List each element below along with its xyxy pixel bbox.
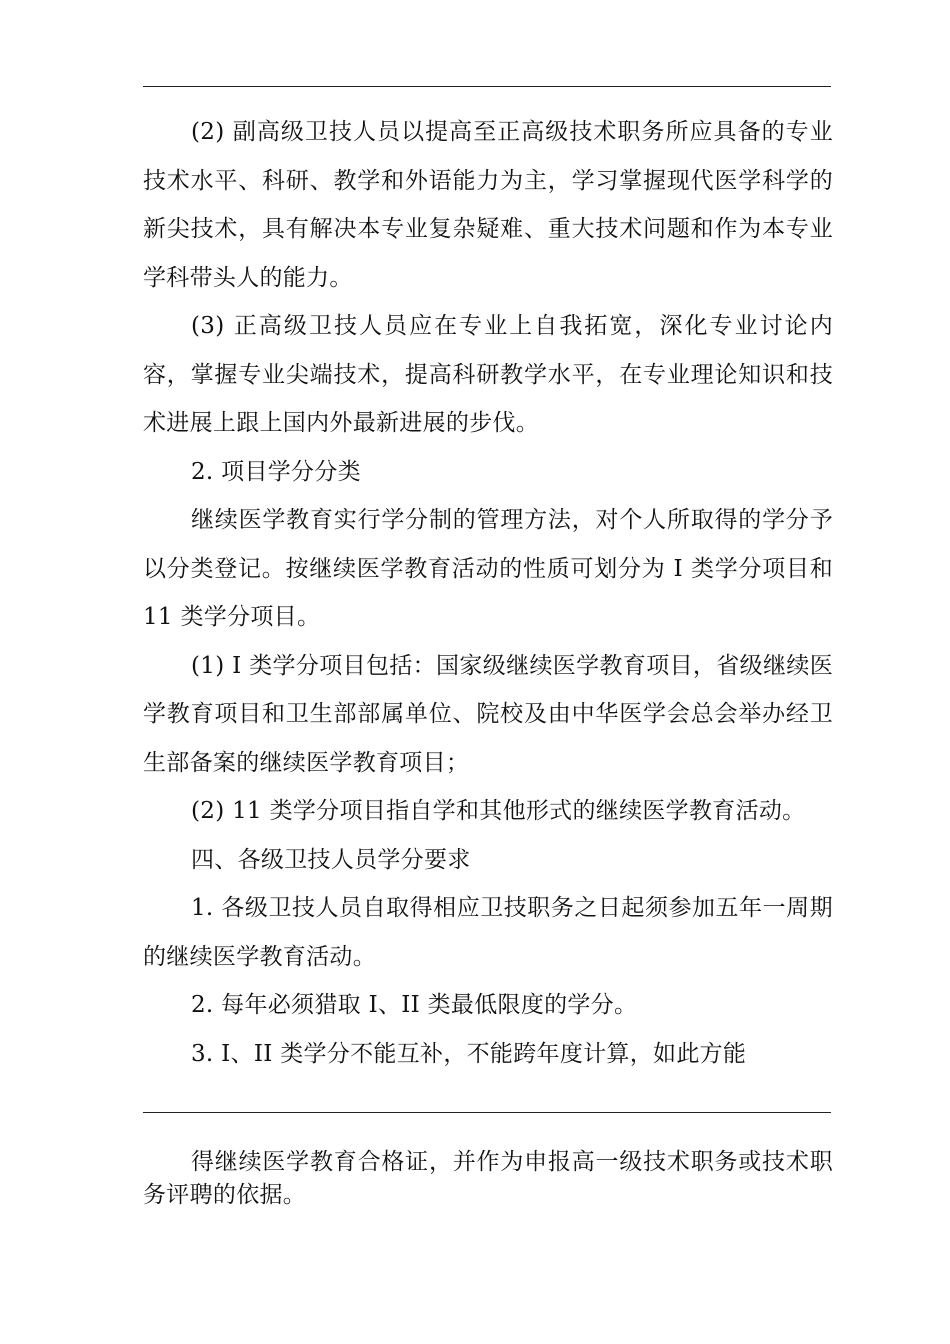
requirement-2: 2. 每年必须猎取 I、II 类最低限度的学分。 [191, 992, 638, 1018]
paragraph-credit-system: 继续医学教育实行学分制的管理方法，对个人所取得的学分予以分类登记。按继续医学教育活动的性质可划分为 I 类学分项目和 11 类学分项目。 [143, 507, 841, 630]
paragraph-2-deputy-senior: (2) 副高级卫技人员以提高至正高级技术职务所应具备的专业技术水平、科研、教学和外语能力为主，学习掌握现代医学科学的新尖技术，具有解决本专业复杂疑难、重大技术问题和作为本专业学科带头人的能力。 [143, 119, 833, 291]
requirement-3: 3. I、II 类学分不能互补，不能跨年度计算，如此方能 [191, 1040, 747, 1067]
requirement-1: 1. 各级卫技人员自取得相应卫技职务之日起须参加五年一周期的继续医学教育活动。 [143, 895, 833, 970]
document-body [143, 108, 841, 1078]
heading-credit-requirements: 四、各级卫技人员学分要求 [191, 846, 471, 873]
bottom-rule [143, 1112, 831, 1113]
paragraph-class-2-credits: (2) 11 类学分项目指自学和其他形式的继续医学教育活动。 [191, 798, 806, 824]
paragraph-3-senior: (3) 正高级卫技人员应在专业上自我拓宽，深化专业讨论内容，掌握专业尖端技术，提高科研教学水平，在专业理论知识和技术进展上跟上国内外最新进展的步伐。 [143, 313, 833, 436]
continuation-text [143, 1146, 833, 1212]
paragraph-class-1-credits: (1) I 类学分项目包括：国家级继续医学教育项目，省级继续医学教育项目和卫生部部属单位、院校及由中华医学会总会举办经卫生部备案的继续医学教育项目； [143, 652, 833, 776]
top-rule [143, 86, 831, 87]
continuation-paragraph: 得继续医学教育合格证，并作为申报高一级技术职务或技术职务评聘的依据。 [143, 1149, 833, 1208]
heading-credit-categories: 2. 项目学分分类 [191, 458, 361, 485]
